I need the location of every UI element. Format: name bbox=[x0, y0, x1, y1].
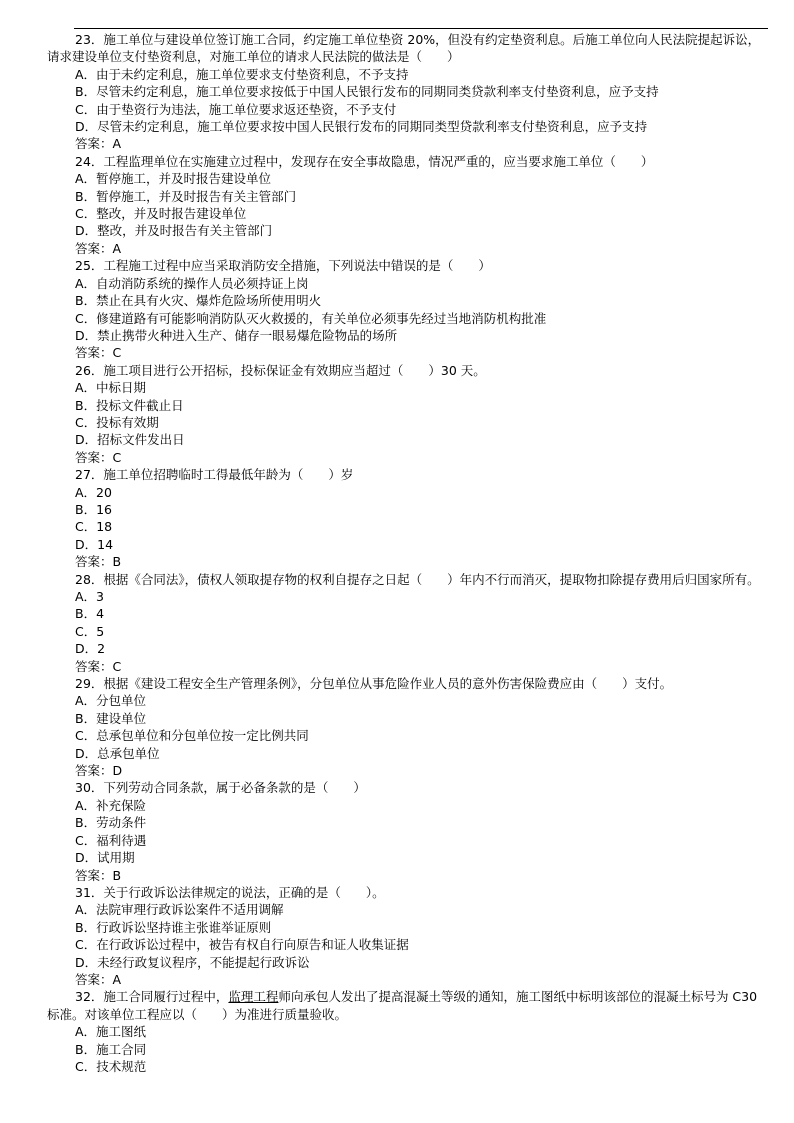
question-stem: 24．工程监理单位在实施建立过程中，发现存在安全事故隐患，情况严重的，应当要求施工单位（ ） bbox=[75, 153, 654, 169]
option-c: C．总承包单位和分包单位按一定比例共同 bbox=[75, 728, 309, 744]
question-25 bbox=[47, 257, 772, 361]
option-d: D．总承包单位 bbox=[75, 745, 160, 761]
question-30 bbox=[47, 779, 772, 883]
option-c: C．福利待遇 bbox=[75, 832, 147, 848]
option-b: B．劳动条件 bbox=[75, 815, 147, 831]
option-d: D．未经行政复议程序，不能提起行政诉讼 bbox=[75, 954, 310, 970]
question-stem: 26．施工项目进行公开招标，投标保证金有效期应当超过（ ）30 天。 bbox=[75, 362, 486, 378]
option-a: A．施工图纸 bbox=[75, 1024, 147, 1040]
answer: 答案：C bbox=[75, 345, 122, 361]
underlined-text: 监理工程 bbox=[228, 989, 279, 1005]
question-stem: 23．施工单位与建设单位签订施工合同，约定施工单位垫资 20%，但没有约定垫资利息。后施工单位向人民法院提起诉讼，请求建设单位支付垫资利息，对施工单位的请求人民法院的做法是（ ） bbox=[47, 32, 761, 65]
option-c: C．技术规范 bbox=[75, 1058, 147, 1074]
option-b: B．尽管未约定利息，施工单位要求按低于中国人民银行发布的同期同类贷款利率支付垫资利息，应予支持 bbox=[75, 84, 659, 100]
answer: 答案：A bbox=[75, 971, 122, 987]
question-26 bbox=[47, 362, 772, 466]
option-d: D．试用期 bbox=[75, 850, 135, 866]
question-23 bbox=[47, 31, 772, 153]
option-b: B．16 bbox=[75, 501, 112, 517]
option-d: D．招标文件发出日 bbox=[75, 432, 185, 448]
option-b: B．暂停施工，并及时报告有关主管部门 bbox=[75, 188, 297, 204]
question-stem: 31．关于行政诉讼法律规定的说法，正确的是（ ）。 bbox=[75, 884, 385, 900]
option-c: C．在行政诉讼过程中，被告有权自行向原告和证人收集证据 bbox=[75, 937, 409, 953]
answer: 答案：A bbox=[75, 136, 122, 152]
option-d: D．禁止携带火种进入生产、储存一眼易爆危险物品的场所 bbox=[75, 327, 398, 343]
option-a: A．20 bbox=[75, 484, 112, 500]
answer: 答案：B bbox=[75, 867, 122, 883]
document-body bbox=[47, 31, 772, 1075]
answer: 答案：C bbox=[75, 449, 122, 465]
option-b: B．投标文件截止日 bbox=[75, 397, 184, 413]
option-b: B．建设单位 bbox=[75, 710, 147, 726]
option-a: A．由于未约定利息，施工单位要求支付垫资利息，不予支持 bbox=[75, 66, 409, 82]
option-a: A．法院审理行政诉讼案件不适用调解 bbox=[75, 902, 284, 918]
question-31 bbox=[47, 884, 772, 988]
question-stem: 29．根据《建设工程安全生产管理条例》，分包单位从事危险作业人员的意外伤害保险费应由（ ）支付。 bbox=[75, 676, 673, 692]
stem-part: 师向承包人发出了提高混凝土等级的通知，施工图纸中标明该部位的混凝土标号为 C30 标准。对该单位工程应以（ ）为准进行质量验收。 bbox=[47, 989, 758, 1022]
option-b: B．禁止在具有火灾、爆炸危险场所使用明火 bbox=[75, 293, 322, 309]
option-b: B．4 bbox=[75, 606, 105, 622]
option-c: C．整改，并及时报告建设单位 bbox=[75, 206, 247, 222]
stem-part: 32．施工合同履行过程中， bbox=[75, 989, 229, 1005]
answer: 答案：B bbox=[75, 554, 122, 570]
question-stem: 28．根据《合同法》，债权人领取提存物的权利自提存之日起（ ）年内不行而消灭，提取物扣除提存费用后归国家所有。 bbox=[75, 571, 760, 587]
question-29 bbox=[47, 675, 772, 779]
option-b: B．行政诉讼坚持谁主张谁举证原则 bbox=[75, 919, 272, 935]
option-b: B．施工合同 bbox=[75, 1041, 147, 1057]
option-c: C．投标有效期 bbox=[75, 414, 159, 430]
option-a: A．中标日期 bbox=[75, 380, 147, 396]
option-c: C．由于垫资行为违法，施工单位要求返还垫资，不予支付 bbox=[75, 101, 397, 117]
option-c: C．18 bbox=[75, 519, 113, 535]
option-c: C．5 bbox=[75, 623, 105, 639]
header-rule bbox=[74, 28, 768, 29]
question-27 bbox=[47, 466, 772, 570]
answer: 答案：A bbox=[75, 240, 122, 256]
option-d: D．整改，并及时报告有关主管部门 bbox=[75, 223, 273, 239]
option-c: C．修建道路有可能影响消防队灭火救援的，有关单位必须事先经过当地消防机构批准 bbox=[75, 310, 547, 326]
question-28 bbox=[47, 571, 772, 675]
option-a: A．自动消防系统的操作人员必须持证上岗 bbox=[75, 275, 309, 291]
question-24 bbox=[47, 153, 772, 257]
option-a: A．暂停施工，并及时报告建设单位 bbox=[75, 171, 272, 187]
option-a: A．补充保险 bbox=[75, 797, 147, 813]
option-d: D．14 bbox=[75, 536, 114, 552]
question-stem: 30．下列劳动合同条款，属于必备条款的是（ ） bbox=[75, 780, 366, 796]
answer: 答案：C bbox=[75, 658, 122, 674]
answer: 答案：D bbox=[75, 763, 123, 779]
question-stem bbox=[47, 988, 772, 1023]
option-d: D．2 bbox=[75, 641, 106, 657]
option-a: A．3 bbox=[75, 589, 105, 604]
question-stem: 25．工程施工过程中应当采取消防安全措施，下列说法中错误的是（ ） bbox=[75, 258, 491, 274]
question-stem: 27．施工单位招聘临时工得最低年龄为（ ）岁 bbox=[75, 467, 354, 483]
question-32 bbox=[47, 988, 772, 1075]
option-d: D．尽管未约定利息，施工单位要求按中国人民银行发布的同期同类型贷款利率支付垫资利息，应予支持 bbox=[75, 119, 648, 135]
option-a: A．分包单位 bbox=[75, 693, 147, 709]
